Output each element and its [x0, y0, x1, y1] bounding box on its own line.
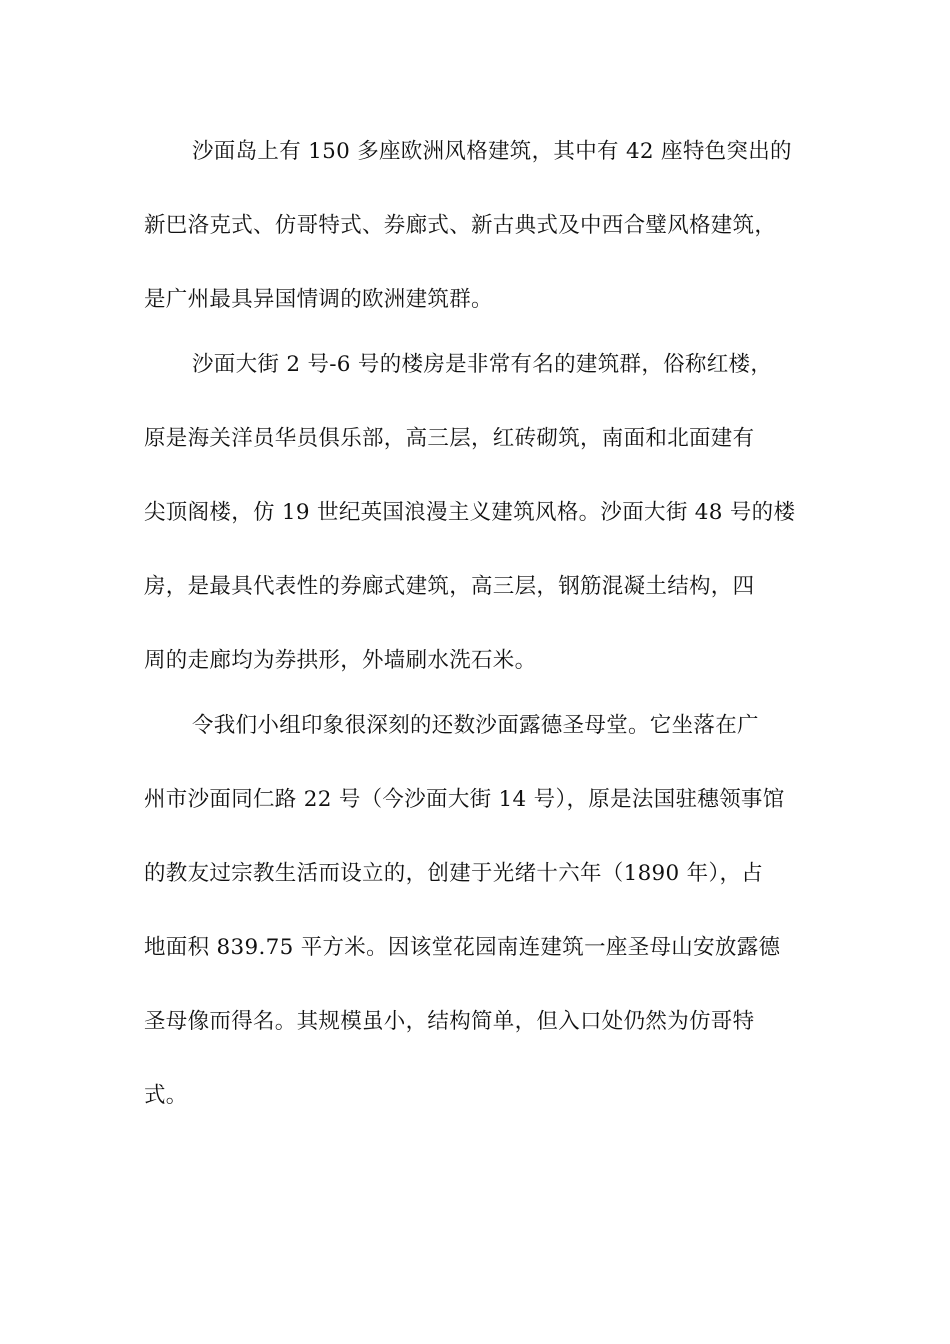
text-line: 沙面岛上有 150 多座欧洲风格建筑，其中有 42 座特色突出的: [192, 139, 792, 164]
text-line: 是广州最具异国情调的欧洲建筑群。: [144, 287, 493, 312]
text-line: 周的走廊均为券拱形，外墙刷水洗石米。: [144, 648, 537, 673]
text-line: 令我们小组印象很深刻的还数沙面露德圣母堂。它坐落在广: [192, 713, 759, 738]
text-line: 州市沙面同仁路 22 号（今沙面大街 14 号），原是法国驻穗领事馆: [144, 787, 785, 812]
text-line: 地面积 839.75 平方米。因该堂花园南连建筑一座圣母山安放露德: [144, 935, 781, 960]
text-line: 房，是最具代表性的券廊式建筑，高三层，钢筋混凝土结构，四: [144, 574, 755, 599]
text-line: 沙面大街 2 号-6 号的楼房是非常有名的建筑群，俗称红楼，: [192, 352, 773, 377]
text-line: 原是海关洋员华员俱乐部，高三层，红砖砌筑，南面和北面建有: [144, 426, 755, 451]
text-line: 尖顶阁楼，仿 19 世纪英国浪漫主义建筑风格。沙面大街 48 号的楼: [144, 500, 796, 525]
text-line: 新巴洛克式、仿哥特式、券廊式、新古典式及中西合璧风格建筑，: [144, 213, 777, 238]
text-line: 式。: [144, 1083, 188, 1108]
text-line: 圣母像而得名。其规模虽小，结构简单，但入口处仍然为仿哥特: [144, 1009, 755, 1034]
text-line: 的教友过宗教生活而设立的，创建于光绪十六年（1890 年），占: [144, 861, 764, 886]
